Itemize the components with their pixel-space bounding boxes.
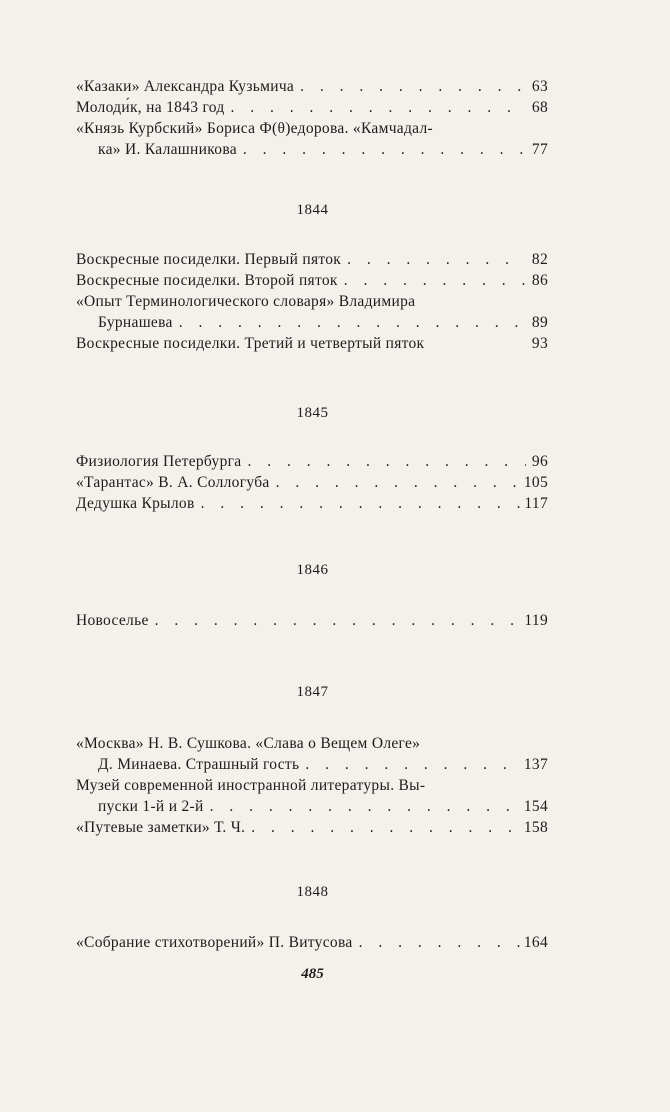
- toc-section-1848: [76, 932, 548, 953]
- toc-entry-title: «Москва» Н. В. Сушкова. «Слава о Вещем Олеге»: [76, 735, 421, 752]
- toc-page-number: 164: [523, 934, 548, 951]
- dot-leader: [359, 932, 520, 953]
- toc-page-number: 137: [523, 756, 548, 773]
- toc-entry: [76, 76, 548, 97]
- toc-page-number: 86: [531, 272, 548, 289]
- toc-entry: [76, 817, 548, 838]
- toc-entry-title: Физиология Петербурга: [76, 453, 242, 470]
- toc-entry-title: «Тарантас» В. А. Соллогуба: [76, 474, 270, 491]
- toc-entry-line: [76, 118, 548, 139]
- toc-entry-line: [76, 472, 548, 493]
- toc-entry: [76, 610, 548, 631]
- toc-entry-title: Воскресные посиделки. Первый пяток: [76, 251, 342, 268]
- toc-entry-title-continued: пуски 1-й и 2-й: [98, 798, 204, 815]
- toc-entry-title-continued: Бурнашева: [98, 314, 173, 331]
- toc-page-number: 93: [531, 335, 548, 352]
- toc-entry-title: Дедушка Крылов: [76, 495, 195, 512]
- toc-entry-line: [76, 333, 548, 354]
- dot-leader: [300, 76, 526, 97]
- year-heading: 1847: [296, 684, 329, 700]
- toc-entry: [76, 775, 548, 817]
- toc-entry-line: [76, 97, 548, 118]
- dot-leader: [155, 610, 521, 631]
- toc-section-1844: [76, 249, 548, 354]
- toc-section-1847: [76, 733, 548, 838]
- toc-page-number: 89: [531, 314, 548, 331]
- dot-leader: [344, 270, 526, 291]
- dot-leader: [347, 249, 526, 270]
- toc-page-number: 119: [524, 612, 548, 629]
- toc-entry-line: [76, 733, 548, 754]
- toc-entry: [76, 472, 548, 493]
- toc-page-number: 68: [531, 99, 548, 116]
- toc-page-number: 77: [531, 141, 548, 158]
- toc-entry-title: «Путевые заметки» Т. Ч.: [76, 819, 246, 836]
- toc-page-number: 117: [524, 495, 548, 512]
- toc-page-number: 105: [523, 474, 548, 491]
- toc-entry: [76, 97, 548, 118]
- toc-section-1846: [76, 610, 548, 631]
- toc-entry-title: «Опыт Терминологического словаря» Владимира: [76, 293, 416, 310]
- toc-section-1845: [76, 451, 548, 514]
- dot-leader: [276, 472, 520, 493]
- toc-entry: [76, 249, 548, 270]
- toc-entry: [76, 733, 548, 775]
- toc-page-number: 82: [531, 251, 548, 268]
- toc-page-number: 158: [523, 819, 548, 836]
- year-heading: 1845: [296, 405, 329, 421]
- toc-entry-line: [76, 139, 548, 160]
- dot-leader: [243, 139, 526, 160]
- toc-entry-line: [76, 754, 548, 775]
- toc-entry-title: Воскресные посиделки. Третий и четвертый пяток: [76, 335, 425, 352]
- toc-entry-line: [76, 312, 548, 333]
- year-heading: 1844: [296, 202, 329, 218]
- toc-entry-title: «Князь Курбский» Бориса Ф(θ)едорова. «Камчадал-: [76, 120, 433, 137]
- dot-leader: [201, 493, 521, 514]
- toc-entry-title: Воскресные посиделки. Второй пяток: [76, 272, 338, 289]
- toc-entry: [76, 932, 548, 953]
- dot-leader: [305, 754, 519, 775]
- year-heading: 1846: [296, 562, 329, 578]
- toc-entry-line: [76, 493, 548, 514]
- toc-entry-line: [76, 775, 548, 796]
- toc-entry-line: [76, 610, 548, 631]
- toc-section-1843: [76, 76, 548, 160]
- toc-entry-line: [76, 932, 548, 953]
- toc-entry-title: Новоселье: [76, 612, 149, 629]
- toc-entry: [76, 291, 548, 333]
- toc-page-number: 154: [523, 798, 548, 815]
- toc-entry-title: «Казаки» Александра Кузьмича: [76, 78, 295, 95]
- toc-entry-line: [76, 291, 548, 312]
- dot-leader: [210, 796, 520, 817]
- toc-entry: [76, 451, 548, 472]
- toc-entry-line: [76, 451, 548, 472]
- toc-entry: [76, 270, 548, 291]
- toc-entry: [76, 118, 548, 160]
- toc-entry-title: «Собрание стихотворений» П. Витусова: [76, 934, 353, 951]
- toc-entry-line: [76, 817, 548, 838]
- year-heading: 1848: [296, 884, 329, 900]
- dot-leader: [247, 451, 526, 472]
- toc-entry-line: [76, 76, 548, 97]
- toc-entry-title: Молоди́к, на 1843 год: [76, 99, 225, 116]
- toc-entry-line: [76, 796, 548, 817]
- dot-leader: [179, 312, 526, 333]
- toc-page-number: 63: [531, 78, 548, 95]
- dot-leader: [251, 817, 520, 838]
- page-folio-number: 485: [301, 966, 324, 982]
- toc-entry: [76, 333, 548, 354]
- toc-entry-line: [76, 249, 548, 270]
- toc-entry-title-continued: ка» И. Калашникова: [98, 141, 237, 158]
- toc-entry: [76, 493, 548, 514]
- toc-entry-title-continued: Д. Минаева. Страшный гость: [98, 756, 300, 773]
- toc-page-number: 96: [531, 453, 548, 470]
- dot-leader: [231, 97, 526, 118]
- toc-entry-title: Музей современной иностранной литературы. Вы-: [76, 777, 426, 794]
- toc-entry-line: [76, 270, 548, 291]
